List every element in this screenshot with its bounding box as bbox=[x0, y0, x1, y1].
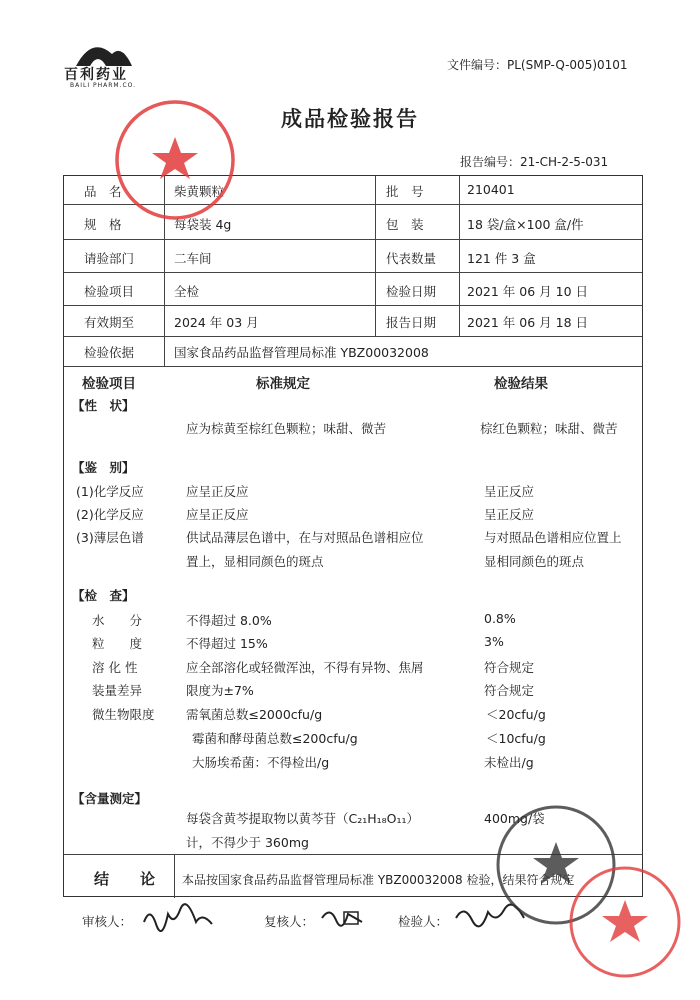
value-test-item: 全检 bbox=[174, 284, 200, 299]
label-packaging: 包 装 bbox=[386, 217, 424, 232]
value-test-date: 2021 年 06 月 10 日 bbox=[467, 284, 588, 299]
label-expiry: 有效期至 bbox=[84, 315, 135, 330]
qa-department-seal bbox=[565, 862, 685, 982]
value-dept: 二车间 bbox=[174, 251, 212, 266]
company-seal bbox=[110, 95, 240, 225]
page-title: 成品检验报告 bbox=[281, 107, 419, 131]
value-product-name: 柴黄颗粒 bbox=[174, 184, 225, 199]
id-standard-3-line2: 置上，显相同颜色的斑点 bbox=[186, 554, 324, 569]
file-number: 文件编号：PL(SMP-Q-005)0101 bbox=[447, 58, 628, 72]
check-result-5: ＜20cfu/g bbox=[486, 707, 546, 722]
report-table bbox=[63, 175, 643, 897]
company-logo bbox=[64, 40, 144, 90]
value-expiry: 2024 年 03 月 bbox=[174, 315, 259, 330]
check-standard-6: 霉菌和酵母菌总数≤200cfu/g bbox=[192, 731, 358, 746]
col-header-item: 检验项目 bbox=[82, 376, 136, 392]
value-report-date: 2021 年 06 月 18 日 bbox=[467, 315, 588, 330]
id-item-2: (2)化学反应 bbox=[76, 507, 144, 522]
check-result-3: 符合规定 bbox=[484, 660, 535, 675]
appearance-standard: 应为棕黄至棕红色颗粒；味甜、微苦 bbox=[186, 421, 387, 436]
check-item-2: 粒 度 bbox=[92, 636, 143, 651]
report-number: 报告编号：21-CH-2-5-031 bbox=[460, 155, 609, 169]
reviewer-label: 审核人： bbox=[82, 914, 133, 929]
id-result-2: 呈正反应 bbox=[484, 507, 535, 522]
value-packaging: 18 袋/盒×100 盒/件 bbox=[467, 217, 584, 232]
value-basis: 国家食品药品监督管理局标准 YBZ00032008 bbox=[174, 345, 429, 360]
label-product-name: 品 名 bbox=[84, 184, 122, 199]
id-result-3: 与对照品色谱相应位置上 bbox=[484, 530, 622, 545]
section-appearance: 【性 状】 bbox=[72, 398, 135, 413]
check-item-4: 装量差异 bbox=[92, 683, 143, 698]
logo-text-cn: 百利药业 bbox=[64, 67, 128, 83]
label-spec: 规 格 bbox=[84, 217, 122, 232]
value-batch-number: 210401 bbox=[467, 182, 515, 197]
checker-label: 复核人： bbox=[264, 914, 315, 929]
assay-result: 400mg/袋 bbox=[484, 811, 545, 826]
check-standard-7: 大肠埃希菌：不得检出/g bbox=[192, 755, 330, 770]
id-result-1: 呈正反应 bbox=[484, 484, 535, 499]
col-header-result: 检验结果 bbox=[494, 376, 548, 392]
id-item-1: (1)化学反应 bbox=[76, 484, 144, 499]
check-item-1: 水 分 bbox=[92, 613, 143, 628]
id-standard-3: 供试品薄层色谱中，在与对照品色谱相应位 bbox=[186, 530, 424, 545]
check-standard-4: 限度为±7% bbox=[186, 683, 254, 698]
section-assay: 【含量测定】 bbox=[72, 791, 148, 806]
inspector-label: 检验人： bbox=[398, 914, 449, 929]
check-item-5: 微生物限度 bbox=[92, 707, 155, 722]
id-item-3: (3)薄层色谱 bbox=[76, 530, 144, 545]
conclusion-label: 结 论 bbox=[94, 870, 164, 888]
checker-signature bbox=[318, 904, 368, 930]
check-standard-1: 不得超过 8.0% bbox=[186, 613, 272, 628]
check-standard-2: 不得超过 15% bbox=[186, 636, 268, 651]
check-result-7: 未检出/g bbox=[484, 755, 534, 770]
label-batch-number: 批 号 bbox=[386, 184, 424, 199]
label-test-item: 检验项目 bbox=[84, 284, 135, 299]
assay-standard-line2: 计，不得少于 360mg bbox=[186, 835, 309, 850]
id-standard-2: 应呈正反应 bbox=[186, 507, 249, 522]
value-quantity: 121 件 3 盒 bbox=[467, 251, 536, 266]
id-standard-1: 应呈正反应 bbox=[186, 484, 249, 499]
conclusion-text: 本品按国家食品药品监督管理局标准 YBZ00032008 检验，结果符合规定 bbox=[182, 873, 575, 887]
label-report-date: 报告日期 bbox=[386, 315, 437, 330]
label-test-date: 检验日期 bbox=[386, 284, 437, 299]
id-result-3-line2: 显相同颜色的斑点 bbox=[484, 554, 585, 569]
assay-standard: 每袋含黄芩提取物以黄芩苷（C₂₁H₁₈O₁₁） bbox=[186, 811, 420, 826]
check-result-6: ＜10cfu/g bbox=[486, 731, 546, 746]
check-item-3: 溶 化 性 bbox=[92, 660, 138, 675]
check-standard-3: 应全部溶化或轻微浑浊，不得有异物、焦屑 bbox=[186, 660, 424, 675]
label-quantity: 代表数量 bbox=[386, 251, 437, 266]
logo-text-en: BAILI PHARM.CO. bbox=[70, 82, 137, 89]
reviewer-signature bbox=[140, 902, 220, 932]
check-result-1: 0.8% bbox=[484, 611, 516, 626]
label-basis: 检验依据 bbox=[84, 345, 135, 360]
check-standard-5: 需氧菌总数≤2000cfu/g bbox=[186, 707, 323, 722]
section-identification: 【鉴 别】 bbox=[72, 460, 135, 475]
appearance-result: 棕红色颗粒；味甜、微苦 bbox=[480, 421, 618, 436]
section-inspection: 【检 查】 bbox=[72, 588, 135, 603]
col-header-standard: 标准规定 bbox=[256, 376, 310, 392]
check-result-4: 符合规定 bbox=[484, 683, 535, 698]
label-dept: 请验部门 bbox=[84, 251, 135, 266]
logo-mark-icon bbox=[72, 40, 136, 66]
check-result-2: 3% bbox=[484, 634, 504, 649]
value-spec: 每袋装 4g bbox=[174, 217, 232, 232]
